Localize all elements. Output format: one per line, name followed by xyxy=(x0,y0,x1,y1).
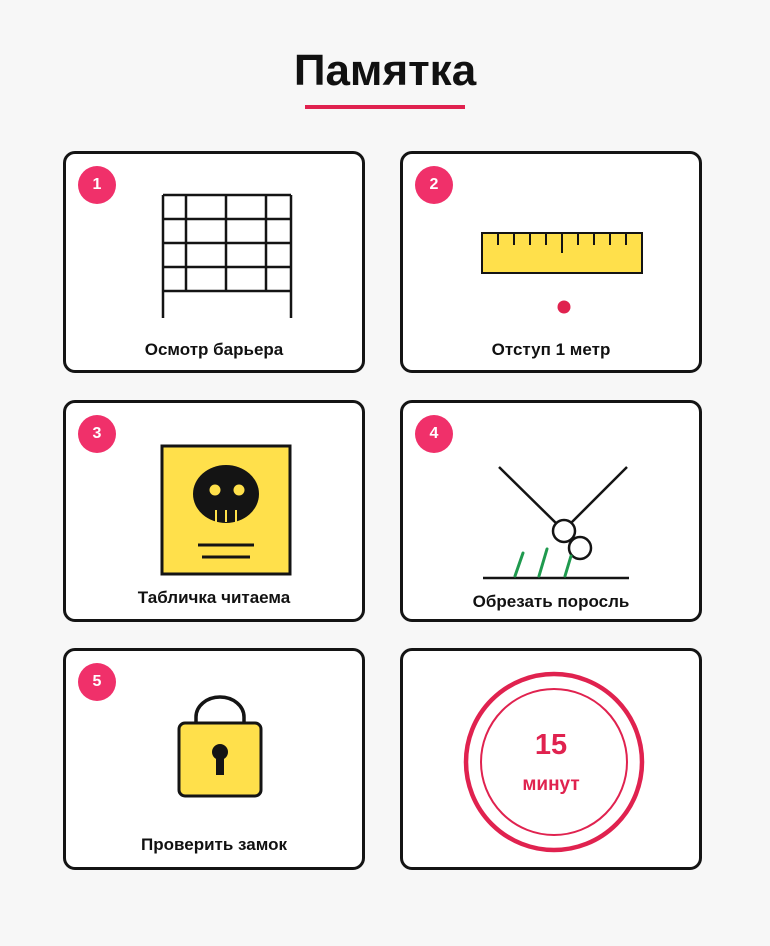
timer-card xyxy=(400,648,702,870)
card-label: Табличка читаема xyxy=(137,588,291,607)
ruler-icon xyxy=(481,232,645,278)
timer-value: 15 xyxy=(534,729,568,761)
marker-dot-icon xyxy=(556,299,572,315)
step-badge: 4 xyxy=(415,415,453,453)
checklist-card-pruning xyxy=(400,400,702,622)
checklist-card-barrier xyxy=(63,151,365,373)
step-badge: 2 xyxy=(415,166,453,204)
card-label: Осмотр барьера xyxy=(144,340,284,359)
pruning-shears-icon xyxy=(479,461,633,585)
checklist-card-sign xyxy=(63,400,365,622)
checklist-card-distance xyxy=(400,151,702,373)
warning-sign-icon xyxy=(160,444,294,578)
step-badge: 5 xyxy=(78,663,116,701)
step-badge: 3 xyxy=(78,415,116,453)
padlock-icon xyxy=(172,693,268,801)
step-badge: 1 xyxy=(78,166,116,204)
card-label: Обрезать поросль xyxy=(472,592,630,611)
title-underline xyxy=(305,105,465,109)
page-title: Памятка xyxy=(293,46,477,95)
card-label: Проверить замок xyxy=(141,835,287,854)
timer-unit: минут xyxy=(522,774,580,795)
checklist-card-lock xyxy=(63,648,365,870)
timer-circle-icon xyxy=(463,671,645,853)
fence-icon xyxy=(160,192,294,320)
card-label: Отступ 1 метр xyxy=(491,340,611,359)
